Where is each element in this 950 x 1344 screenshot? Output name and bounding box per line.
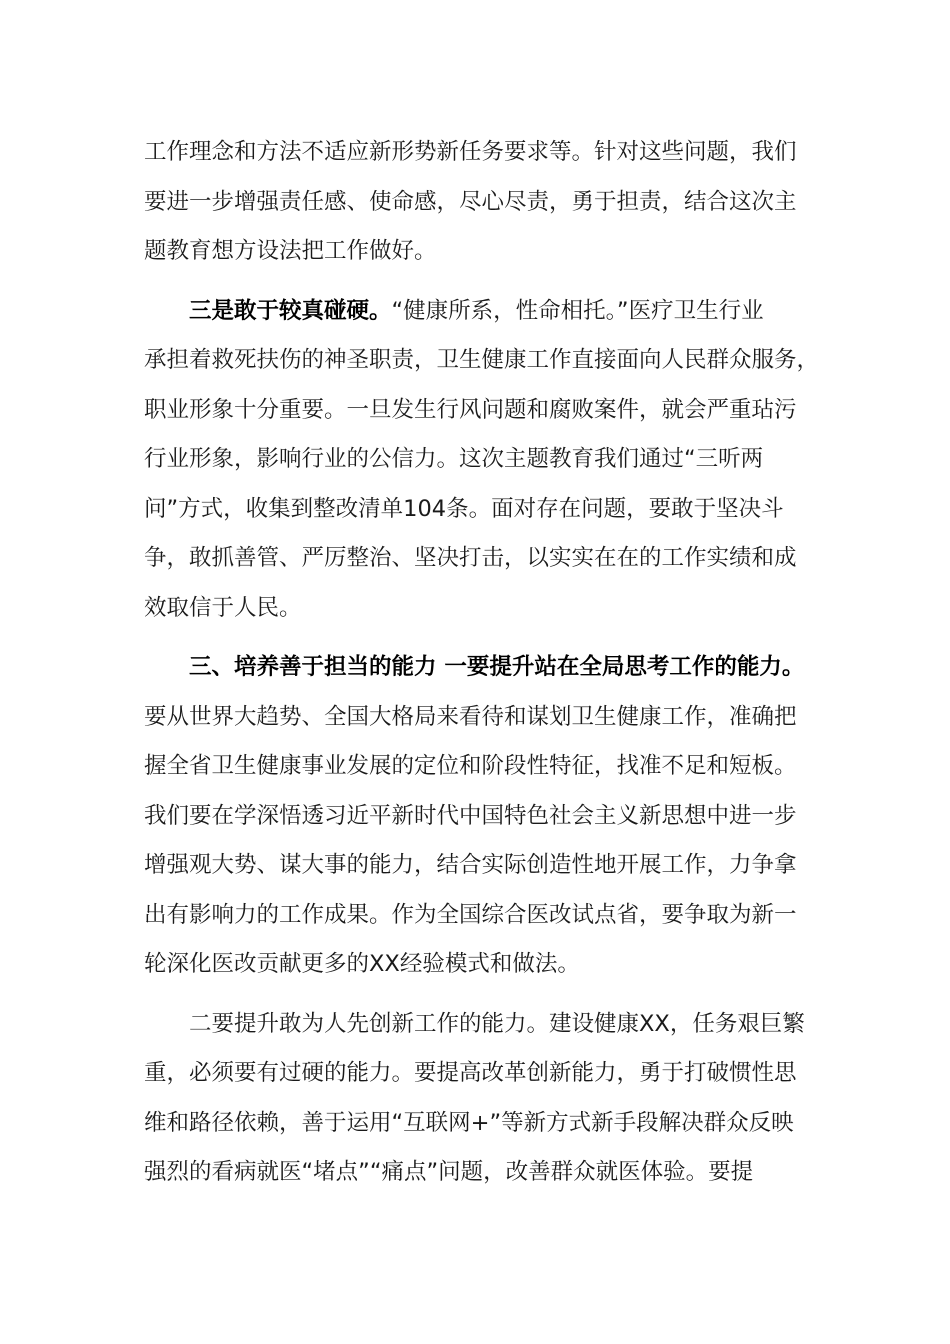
- paragraph-4: [144, 1000, 814, 1198]
- paragraph-gap: [144, 633, 814, 643]
- text-line: 工作理念和方法不适应新形势新任务要求等。针对这些问题，我们: [144, 139, 797, 165]
- text-line: 维和路径依赖，善于运用“互联网+”等新方式新手段解决群众反映: [144, 1109, 794, 1136]
- section-heading: 三、培养善于担当的能力 一要提升站在全局思考工作的能力。: [189, 654, 805, 680]
- text-line: 要从世界大趋势、全国大格局来看待和谋划卫生健康工作，准确把: [144, 703, 797, 730]
- paragraph-1: [144, 128, 814, 277]
- paragraph-2: [144, 287, 820, 634]
- text-line: 行业形象，影响行业的公信力。这次主题教育我们通过“三听两: [144, 446, 764, 472]
- text-line: 握全省卫生健康事业发展的定位和阶段性特征，找准不足和短板。: [144, 753, 797, 779]
- text-line: 要进一步增强责任感、使命感，尽心尽责，勇于担责，结合这次主: [144, 188, 797, 215]
- text-line: 争，敢抓善管、严厉整治、坚决打击，以实实在在的工作实绩和成: [144, 545, 797, 571]
- text-line: [144, 287, 814, 337]
- text-line: 职业形象十分重要。一旦发生行风问题和腐败案件，就会严重玷污: [144, 396, 797, 423]
- text-line: 重，必须要有过硬的能力。要提高改革创新能力，勇于打破惯性思: [144, 1060, 797, 1086]
- body-text: [144, 128, 820, 1198]
- paragraph-3: [144, 643, 814, 990]
- text-line: 轮深化医改贡献更多的XX经验模式和做法。: [144, 951, 580, 977]
- paragraph-gap: [144, 990, 814, 1000]
- text-line: 问”方式，收集到整改清单104条。面对存在问题，要敢于坚决斗: [144, 495, 784, 522]
- text-line: 出有影响力的工作成果。作为全国综合医改试点省，要争取为新一: [144, 901, 797, 928]
- text-line: 增强观大势、谋大事的能力，结合实际创造性地开展工作，力争拿: [144, 852, 797, 878]
- section-heading: 三是敢于较真碰硬。: [189, 297, 392, 324]
- text-line: [144, 643, 814, 693]
- text-line: 效取信于人民。: [144, 594, 302, 621]
- text-line: 二要提升敢为人先创新工作的能力。建设健康XX，任务艰巨繁: [189, 1010, 805, 1037]
- text-line: 强烈的看病就医“堵点”“痛点”问题，改善群众就医体验。要提: [144, 1159, 754, 1185]
- paragraph-gap: [144, 277, 814, 287]
- text-run: “健康所系，性命相托。”医疗卫生行业: [391, 297, 764, 324]
- text-line: 承担着救死扶伤的神圣职责，卫生健康工作直接面向人民群众服务，: [144, 347, 820, 373]
- text-line: 题教育想方设法把工作做好。: [144, 238, 437, 264]
- text-line: 我们要在学深悟透习近平新时代中国特色社会主义新思想中进一步: [144, 802, 797, 829]
